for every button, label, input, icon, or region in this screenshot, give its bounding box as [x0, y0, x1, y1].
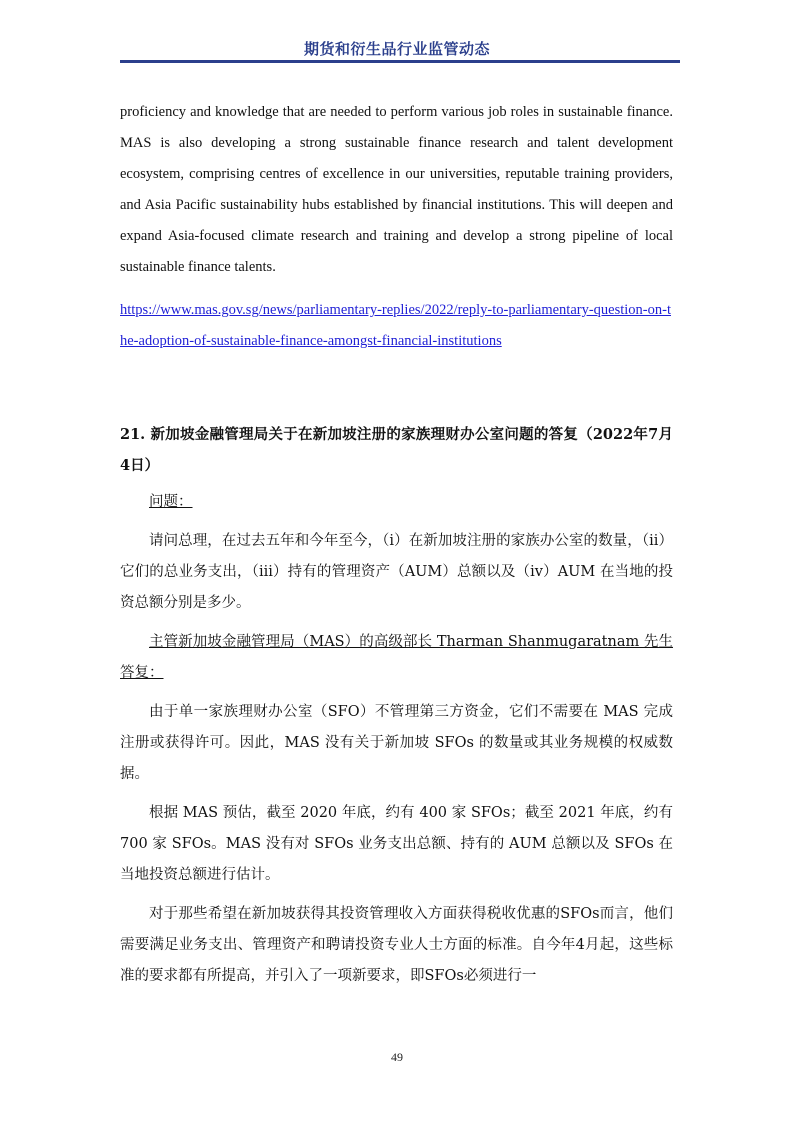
question-label-text: 问题：: [149, 494, 193, 510]
header-divider: [120, 60, 680, 63]
answer-paragraph-1: 由于单一家族理财办公室（SFO）不管理第三方资金，它们不需要在 MAS 完成注册或获得许可。因此，MAS 没有关于新加坡 SFOs 的数量或其业务规模的权威数据。: [120, 704, 673, 782]
source-link[interactable]: https://www.mas.gov.sg/news/parliamentary-replies/2022/reply-to-parliamentary-question-on-the-adoption-of-sustainable-finance-amongst-financial-institutions: [120, 302, 671, 349]
page-number: 49: [391, 1050, 403, 1064]
answer-paragraph-3: 对于那些希望在新加坡获得其投资管理收入方面获得税收优惠的SFOs而言，他们需要满足业务支出、管理资产和聘请投资专业人士方面的标准。自今年4月起，这些标准的要求都有所提高，并引入了一项新要求，即SFOs必须进行一: [120, 906, 673, 984]
answer-paragraph-2: 根据 MAS 预估，截至 2020 年底，约有 400 家 SFOs；截至 2021 年底，约有 700 家 SFOs。MAS 没有对 SFOs 业务支出总额、持有的 AUM 总额以及 SFOs 在当地投资总额进行估计。: [120, 805, 673, 883]
answer-label: [120, 627, 673, 689]
paragraph-english: proficiency and knowledge that are needed to perform various job roles in sustainable finance. MAS is also developing a strong sustainable finance research and talent development ecosystem, comprising centres of excellence in our universities, reputable training providers, and Asia Pacific sustainability hubs established by financial institutions. This will deepen and expand Asia-focused climate research and training and develop a strong pipeline of local sustainable finance talents.: [120, 104, 673, 275]
page-body: [120, 97, 673, 992]
section-heading: 21. 新加坡金融管理局关于在新加坡注册的家族理财办公室问题的答复（2022年7月4日）: [120, 426, 673, 474]
question-text: 请问总理，在过去五年和今年至今，（i）在新加坡注册的家族办公室的数量，（ii）它们的总业务支出，（iii）持有的管理资产（AUM）总额以及（iv）AUM 在当地的投资总额分别是多少。: [120, 533, 673, 611]
running-header-title: 期货和衍生品行业监管动态: [303, 40, 490, 58]
answer-label-text: 主管新加坡金融管理局（MAS）的高级部长 Tharman Shanmugaratnam 先生答复：: [120, 634, 673, 681]
question-label: [120, 487, 673, 518]
